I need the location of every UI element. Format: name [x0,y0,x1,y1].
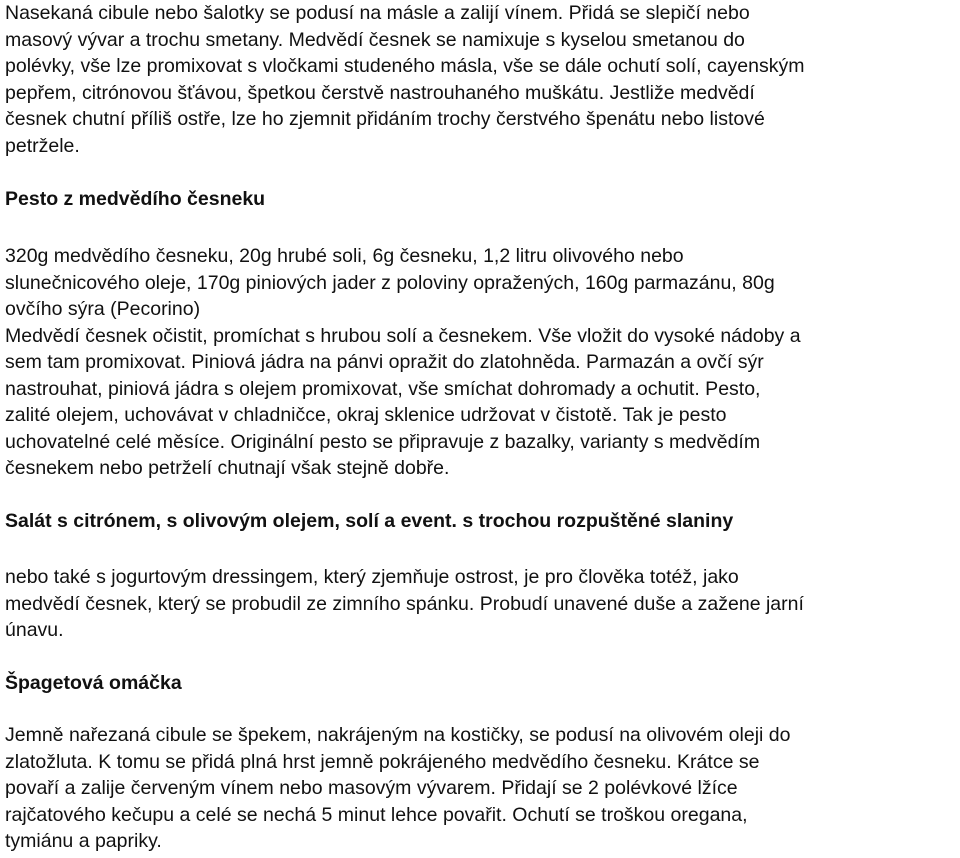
text-line: Nasekaná cibule nebo šalotky se podusí na másle a zalijí vínem. Přidá se slepičí nebo [5,2,750,24]
text-line: slunečnicového oleje, 170g piniových jader z poloviny opražených, 160g parmazánu, 80g [5,271,775,294]
text-line: Jemně nařezaná cibule se špekem, nakrájeným na kostičky, se podusí na olivovém oleji do [5,724,791,746]
text-line: petržele. [5,134,80,157]
text-line: pepřem, citrónovou šťávou, špetkou čerstvě nastrouhaného muškátu. Jestliže medvědí [5,81,755,104]
pesto-paragraph [5,243,956,482]
text-line: tymiánu a papriky. [5,830,162,852]
text-line: nebo také s jogurtovým dressingem, který zjemňuje ostrost, je pro člověka totéž, jako [5,566,739,588]
spaghetti-paragraph [5,722,956,855]
text-line: Medvědí česnek očistit, promíchat s hrubou solí a česnekem. Vše vložit do vysoké nádoby a [5,324,801,347]
intro-paragraph [5,0,956,159]
text-line: ovčího sýra (Pecorino) [5,298,201,320]
text-line: nastrouhat, piniová jádra s olejem promixovat, vše smíchat dohromady a ochutit. Pesto, [5,377,761,400]
text-line: česnek chutní příliš ostře, lze ho zjemnit přidáním trochy čerstvého špenátu nebo listové [5,108,765,130]
pesto-heading: Pesto z medvědího česneku [5,188,266,210]
text-line: zlatožluta. K tomu se přidá plná hrst jemně pokrájeného medvědího česneku. Krátce se [5,750,760,773]
text-line: uchovatelné celé měsíce. Originální pesto se připravuje z bazalky, varianty s medvědím [5,430,761,453]
text-line: polévky, vše lze promixovat s vločkami studeného másla, vše se dále ochutí solí, cayenským [5,55,805,77]
text-line: medvědí česnek, který se probudil ze zimního spánku. Probudí unavené duše a zažene jarní [5,592,804,615]
text-line: 320g medvědího česneku, 20g hrubé soli, 6g česneku, 1,2 litru olivového nebo [5,245,684,267]
text-line: česnekem nebo petrželí chutnají však stejně dobře. [5,457,450,479]
spaghetti-heading: Špagetová omáčka [5,672,182,694]
text-line: sem tam promixovat. Piniová jádra na pánvi opražit do zlatohněda. Parmazán a ovčí sýr [5,351,764,373]
text-line: masový vývar a trochu smetany. Medvědí česnek se namixuje s kyselou smetanou do [5,28,745,51]
text-line: povaří a zalije červeným vínem nebo masovým vývarem. Přidají se 2 polévkové lžíce [5,777,738,799]
text-line: únavu. [5,619,64,641]
salad-heading: Salát s citrónem, s olivovým olejem, solí a event. s trochou rozpuštěné slaniny [5,510,734,532]
salad-paragraph [5,564,956,644]
text-line: rajčatového kečupu a celé se nechá 5 minut lehce povařit. Ochutí se troškou oregana, [5,803,748,826]
text-line: zalité olejem, uchovávat v chladničce, okraj sklenice udržovat v čistotě. Tak je pesto [5,404,727,426]
